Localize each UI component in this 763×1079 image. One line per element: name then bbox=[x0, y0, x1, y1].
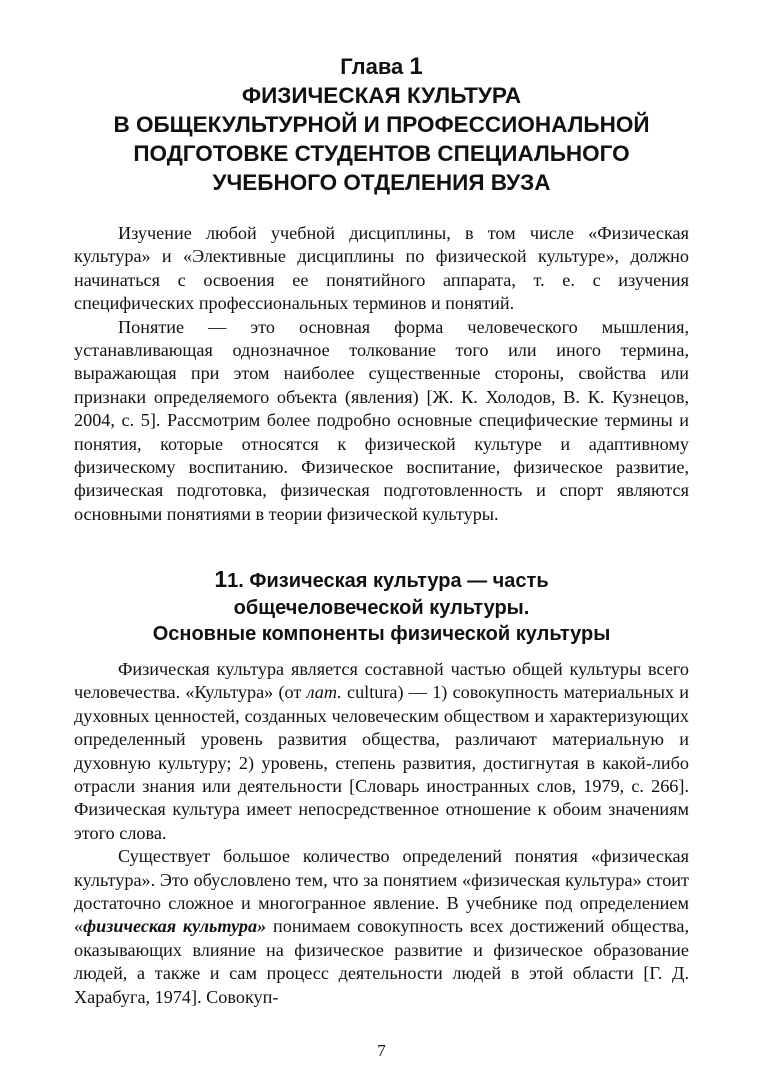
paragraph-intro-1: Изучение любой учебной дисциплины, в том числе «Физическая культура» и «Элективные дисциплины по физической культуре», должно начинаться с освоения ее понятийного аппарата, т. е. с изучения специфических профессиональных терминов и понятий. bbox=[74, 223, 689, 314]
section-body-text bbox=[74, 658, 689, 1009]
chapter-heading bbox=[60, 52, 703, 197]
chapter-title-line-1: ФИЗИЧЕСКАЯ КУЛЬТУРА bbox=[241, 83, 522, 108]
paragraph-physical-culture-definition bbox=[74, 845, 689, 1009]
section-number-major: 1 bbox=[214, 566, 228, 592]
chapter-title-line-2: В ОБЩЕКУЛЬТУРНОЙ И ПРОФЕССИОНАЛЬНОЙ bbox=[113, 112, 650, 137]
section-number-minor: 1. bbox=[227, 570, 250, 592]
paragraph-3-part-a: Физическая культура является составной частью общей культуры всего человечества. «Культура» (от bbox=[74, 659, 689, 703]
paragraph-culture-definition bbox=[74, 658, 689, 845]
chapter-label: Глава bbox=[340, 54, 410, 79]
section-heading-line-1 bbox=[60, 566, 703, 595]
section-title-part-1: Физическая культура — часть bbox=[249, 570, 549, 592]
chapter-title-line-3: ПОДГОТОВКЕ СТУДЕНТОВ СПЕЦИАЛЬНОГО bbox=[133, 141, 630, 166]
page-number: 7 bbox=[377, 1041, 386, 1060]
section-heading bbox=[60, 566, 703, 648]
latin-abbreviation: лат. bbox=[306, 682, 342, 703]
paragraph-intro-2: Понятие — это основная форма человеческого мышления, устанавливающая однозначное толкование того или иного термина, выражающая при этом наиболее существенные стороны, свойства или признаки определяемого объекта (явления) [Ж. К. Холодов, В. К. Кузнецов, 2004, с. 5]. Рассмотрим более подробно основные специфические термины и понятия, которые относятся к физической культуре и адаптивному физическому воспитанию. Физическое воспитание, физическое развитие, физическая подготовка, физическая подготовленность и спорт являются основными понятиями в теории физической культуры. bbox=[74, 316, 689, 524]
intro-text bbox=[74, 222, 689, 526]
emphasized-term: физическая культура» bbox=[83, 916, 267, 937]
chapter-number: 1 bbox=[409, 53, 423, 80]
chapter-label-line bbox=[60, 52, 703, 81]
chapter-title-line-4: УЧЕБНОГО ОТДЕЛЕНИЯ ВУЗА bbox=[212, 170, 551, 195]
paragraph-4-part-a: Существует большое количество определений понятия «физическая культура». Это обусловлено тем, что за понятием «физическая культура» стоит достаточно сложное и многогранное явление. В учебнике под определением « bbox=[74, 846, 689, 937]
paragraph-3-part-b: cultura) — 1) совокупность материальных и духовных ценностей, созданных человеческим обществом и характеризующих определенный уровень развития общества, различают материальную и духовную культуру; 2) уровень, степень развития, достигнутая в какой-либо отрасли знания или деятельности [Словарь иностранных слов, 1979, с. 266]. Физическая культура имеет непосредственное отношение к обоим значениям этого слова. bbox=[74, 682, 689, 843]
paragraph-4-part-b: понимаем совокупность всех достижений общества, оказывающих влияние на физическое развитие и физическое образование людей, а также и сам процесс деятельности людей в этой области [Г. Д. Харабуга, 1974]. Совокуп- bbox=[74, 916, 689, 1007]
section-heading-line-3: Основные компоненты физической культуры bbox=[152, 623, 611, 645]
section-heading-line-2: общечеловеческой культуры. bbox=[233, 596, 530, 619]
